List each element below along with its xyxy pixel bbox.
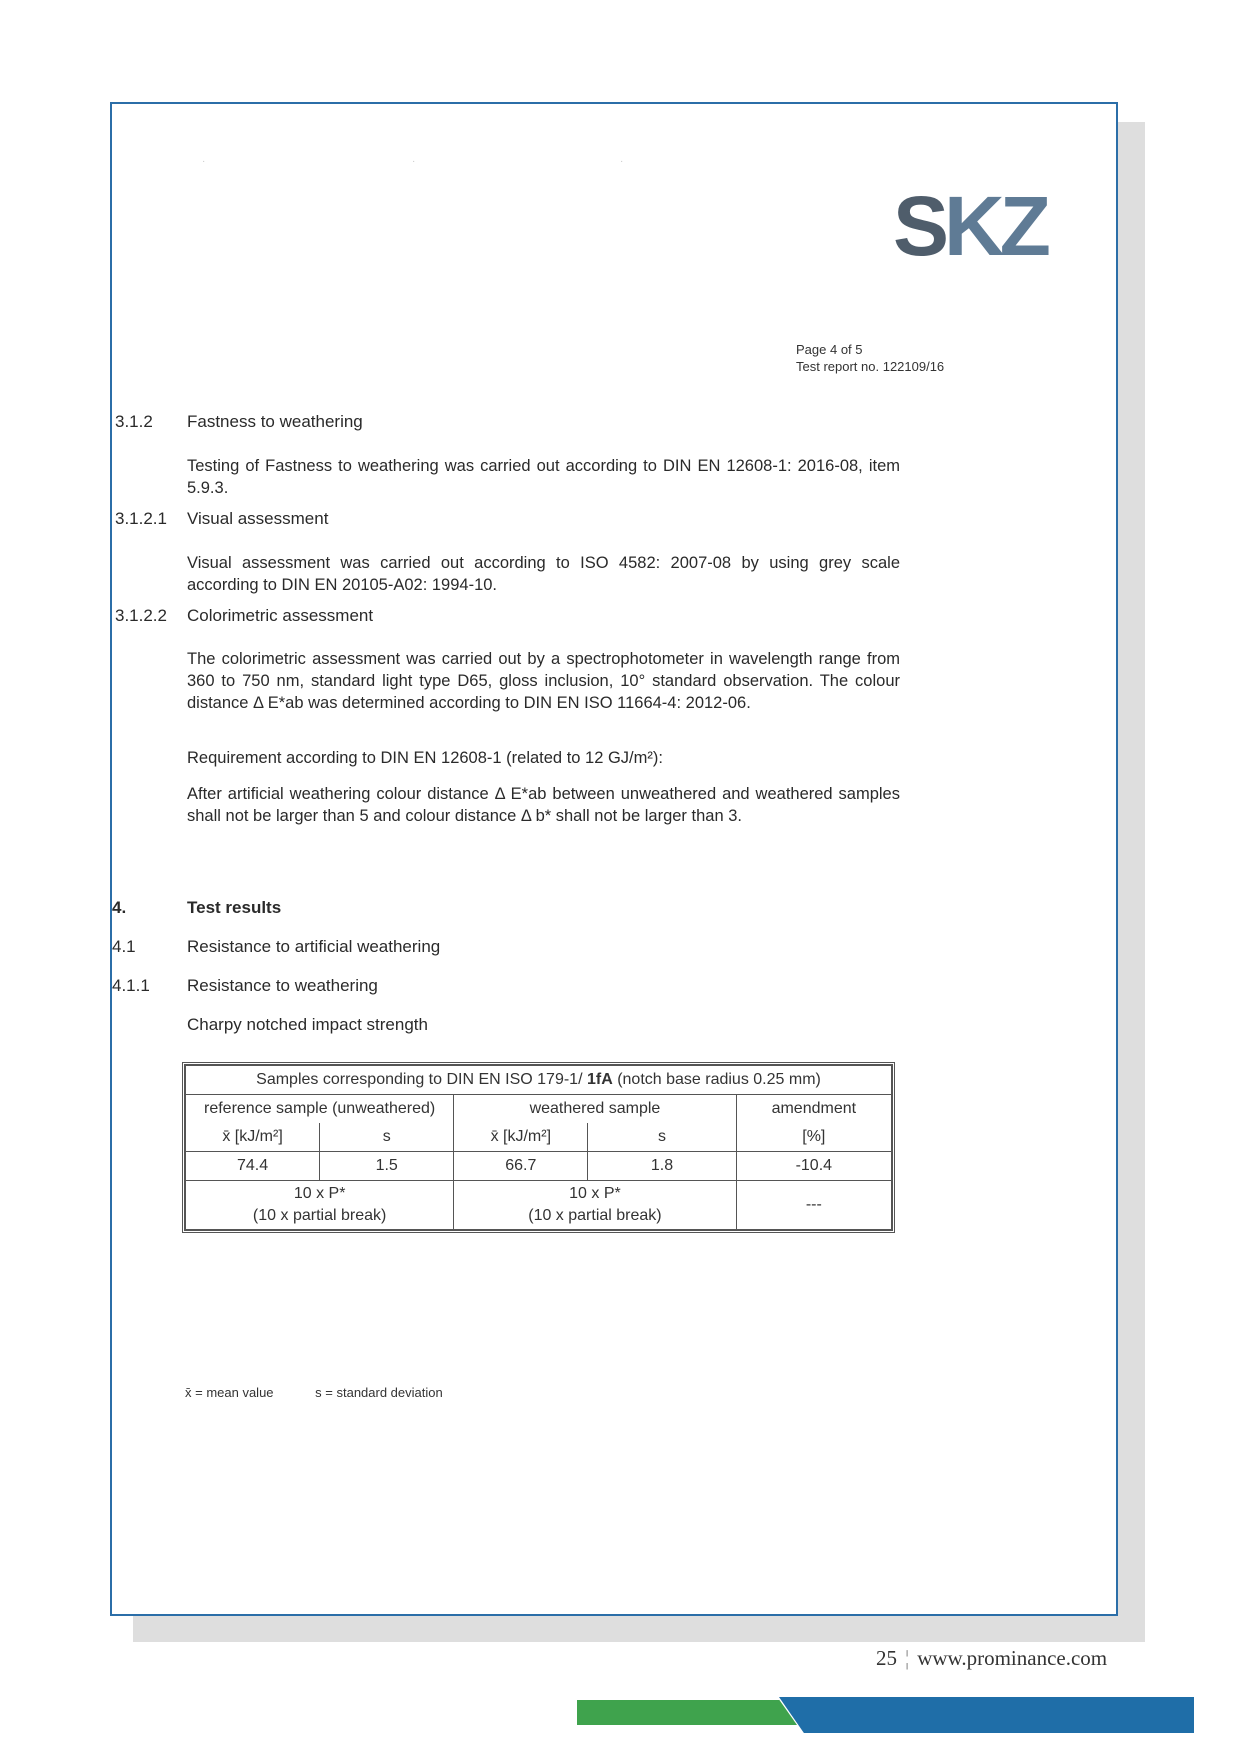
section-heading-4-1-1: 4.1.1 Resistance to weathering: [112, 976, 378, 995]
table-header-row: [186, 1095, 892, 1124]
skz-logo: SKZ: [892, 179, 1046, 273]
section-heading-4-1: 4.1 Resistance to artificial weathering: [112, 937, 441, 956]
footer-website: www.prominance.com: [917, 1646, 1108, 1670]
amendment-value: -10.4: [736, 1152, 891, 1181]
footer-green-bar: [577, 1700, 797, 1725]
footer-separator: ¦: [905, 1646, 910, 1670]
ref-mean-header: x̄ [kJ/m²]: [186, 1123, 320, 1152]
page-footer: [876, 1646, 1107, 1671]
page-number-text: Page 4 of 5: [796, 342, 863, 357]
scan-speck: ·: [620, 156, 624, 167]
ref-sample-header: reference sample (unweathered): [186, 1095, 454, 1124]
paragraph-requirement: Requirement according to DIN EN 12608-1 (related to 12 GJ/m²):: [187, 749, 663, 767]
paragraph-fastness: Testing of Fastness to weathering was carried out according to DIN EN 12608-1: 2016-08, item 5.9.3.: [187, 457, 900, 497]
amendment-break-cell: ---: [736, 1181, 891, 1230]
weathered-mean-value: 66.7: [454, 1152, 588, 1181]
test-report-number: Test report no. 122109/16: [796, 359, 945, 374]
ref-s-value: 1.5: [320, 1152, 454, 1181]
weathered-s-header: s: [588, 1123, 736, 1152]
results-table: [182, 1062, 895, 1233]
scan-speck: ·: [202, 156, 206, 167]
weathered-mean-header: x̄ [kJ/m²]: [454, 1123, 588, 1152]
table-title: Samples corresponding to DIN EN ISO 179-1/ 1fA (notch base radius 0.25 mm): [186, 1066, 892, 1095]
ref-break-cell: 10 x P* (10 x partial break): [186, 1181, 454, 1230]
section-heading-4: 4. Test results: [112, 898, 282, 917]
section-heading-3-1-2-1: 3.1.2.1 Visual assessment: [115, 509, 329, 528]
scan-speck: ·: [412, 156, 416, 167]
section-heading-3-1-2-2: 3.1.2.2 Colorimetric assessment: [115, 606, 374, 625]
footer-page-number: 25: [876, 1646, 897, 1670]
section-heading-3-1-2: 3.1.2 Fastness to weathering: [115, 412, 363, 431]
charpy-label: Charpy notched impact strength: [187, 1015, 428, 1034]
paragraph-colorimetric: The colorimetric assessment was carried out by a spectrophotometer in wavelength range from 360 to 750 nm, standard light type D65, gloss inclusion, 10° standard observation. The colour distance Δ E*ab was determined according to DIN EN ISO 11664-4: 2012-06.: [187, 650, 900, 712]
weathered-sample-header: weathered sample: [454, 1095, 736, 1124]
amendment-unit-header: [%]: [736, 1123, 891, 1152]
weathered-break-cell: 10 x P* (10 x partial break): [454, 1181, 736, 1230]
table-row-break: [186, 1181, 892, 1230]
footer-blue-bar: [779, 1697, 1194, 1733]
table-subheader-row: [186, 1123, 892, 1152]
table-footnote: [185, 1385, 481, 1400]
page-info: [796, 341, 944, 375]
ref-mean-value: 74.4: [186, 1152, 320, 1181]
footnote-sd: s = standard deviation: [315, 1385, 443, 1400]
weathered-s-value: 1.8: [588, 1152, 736, 1181]
ref-s-header: s: [320, 1123, 454, 1152]
paragraph-visual-assessment: Visual assessment was carried out according to ISO 4582: 2007-08 by using grey scale according to DIN EN 20105-A02: 1994-10.: [187, 554, 900, 594]
paragraph-after-weathering: After artificial weathering colour distance Δ E*ab between unweathered and weathered samples shall not be larger than 5 and colour distance Δ b* shall not be larger than 3.: [187, 785, 900, 825]
table-row: [186, 1152, 892, 1181]
footnote-mean: x̄ = mean value: [185, 1385, 274, 1400]
amendment-header: amendment: [736, 1095, 891, 1124]
table-title-row: [186, 1066, 892, 1095]
